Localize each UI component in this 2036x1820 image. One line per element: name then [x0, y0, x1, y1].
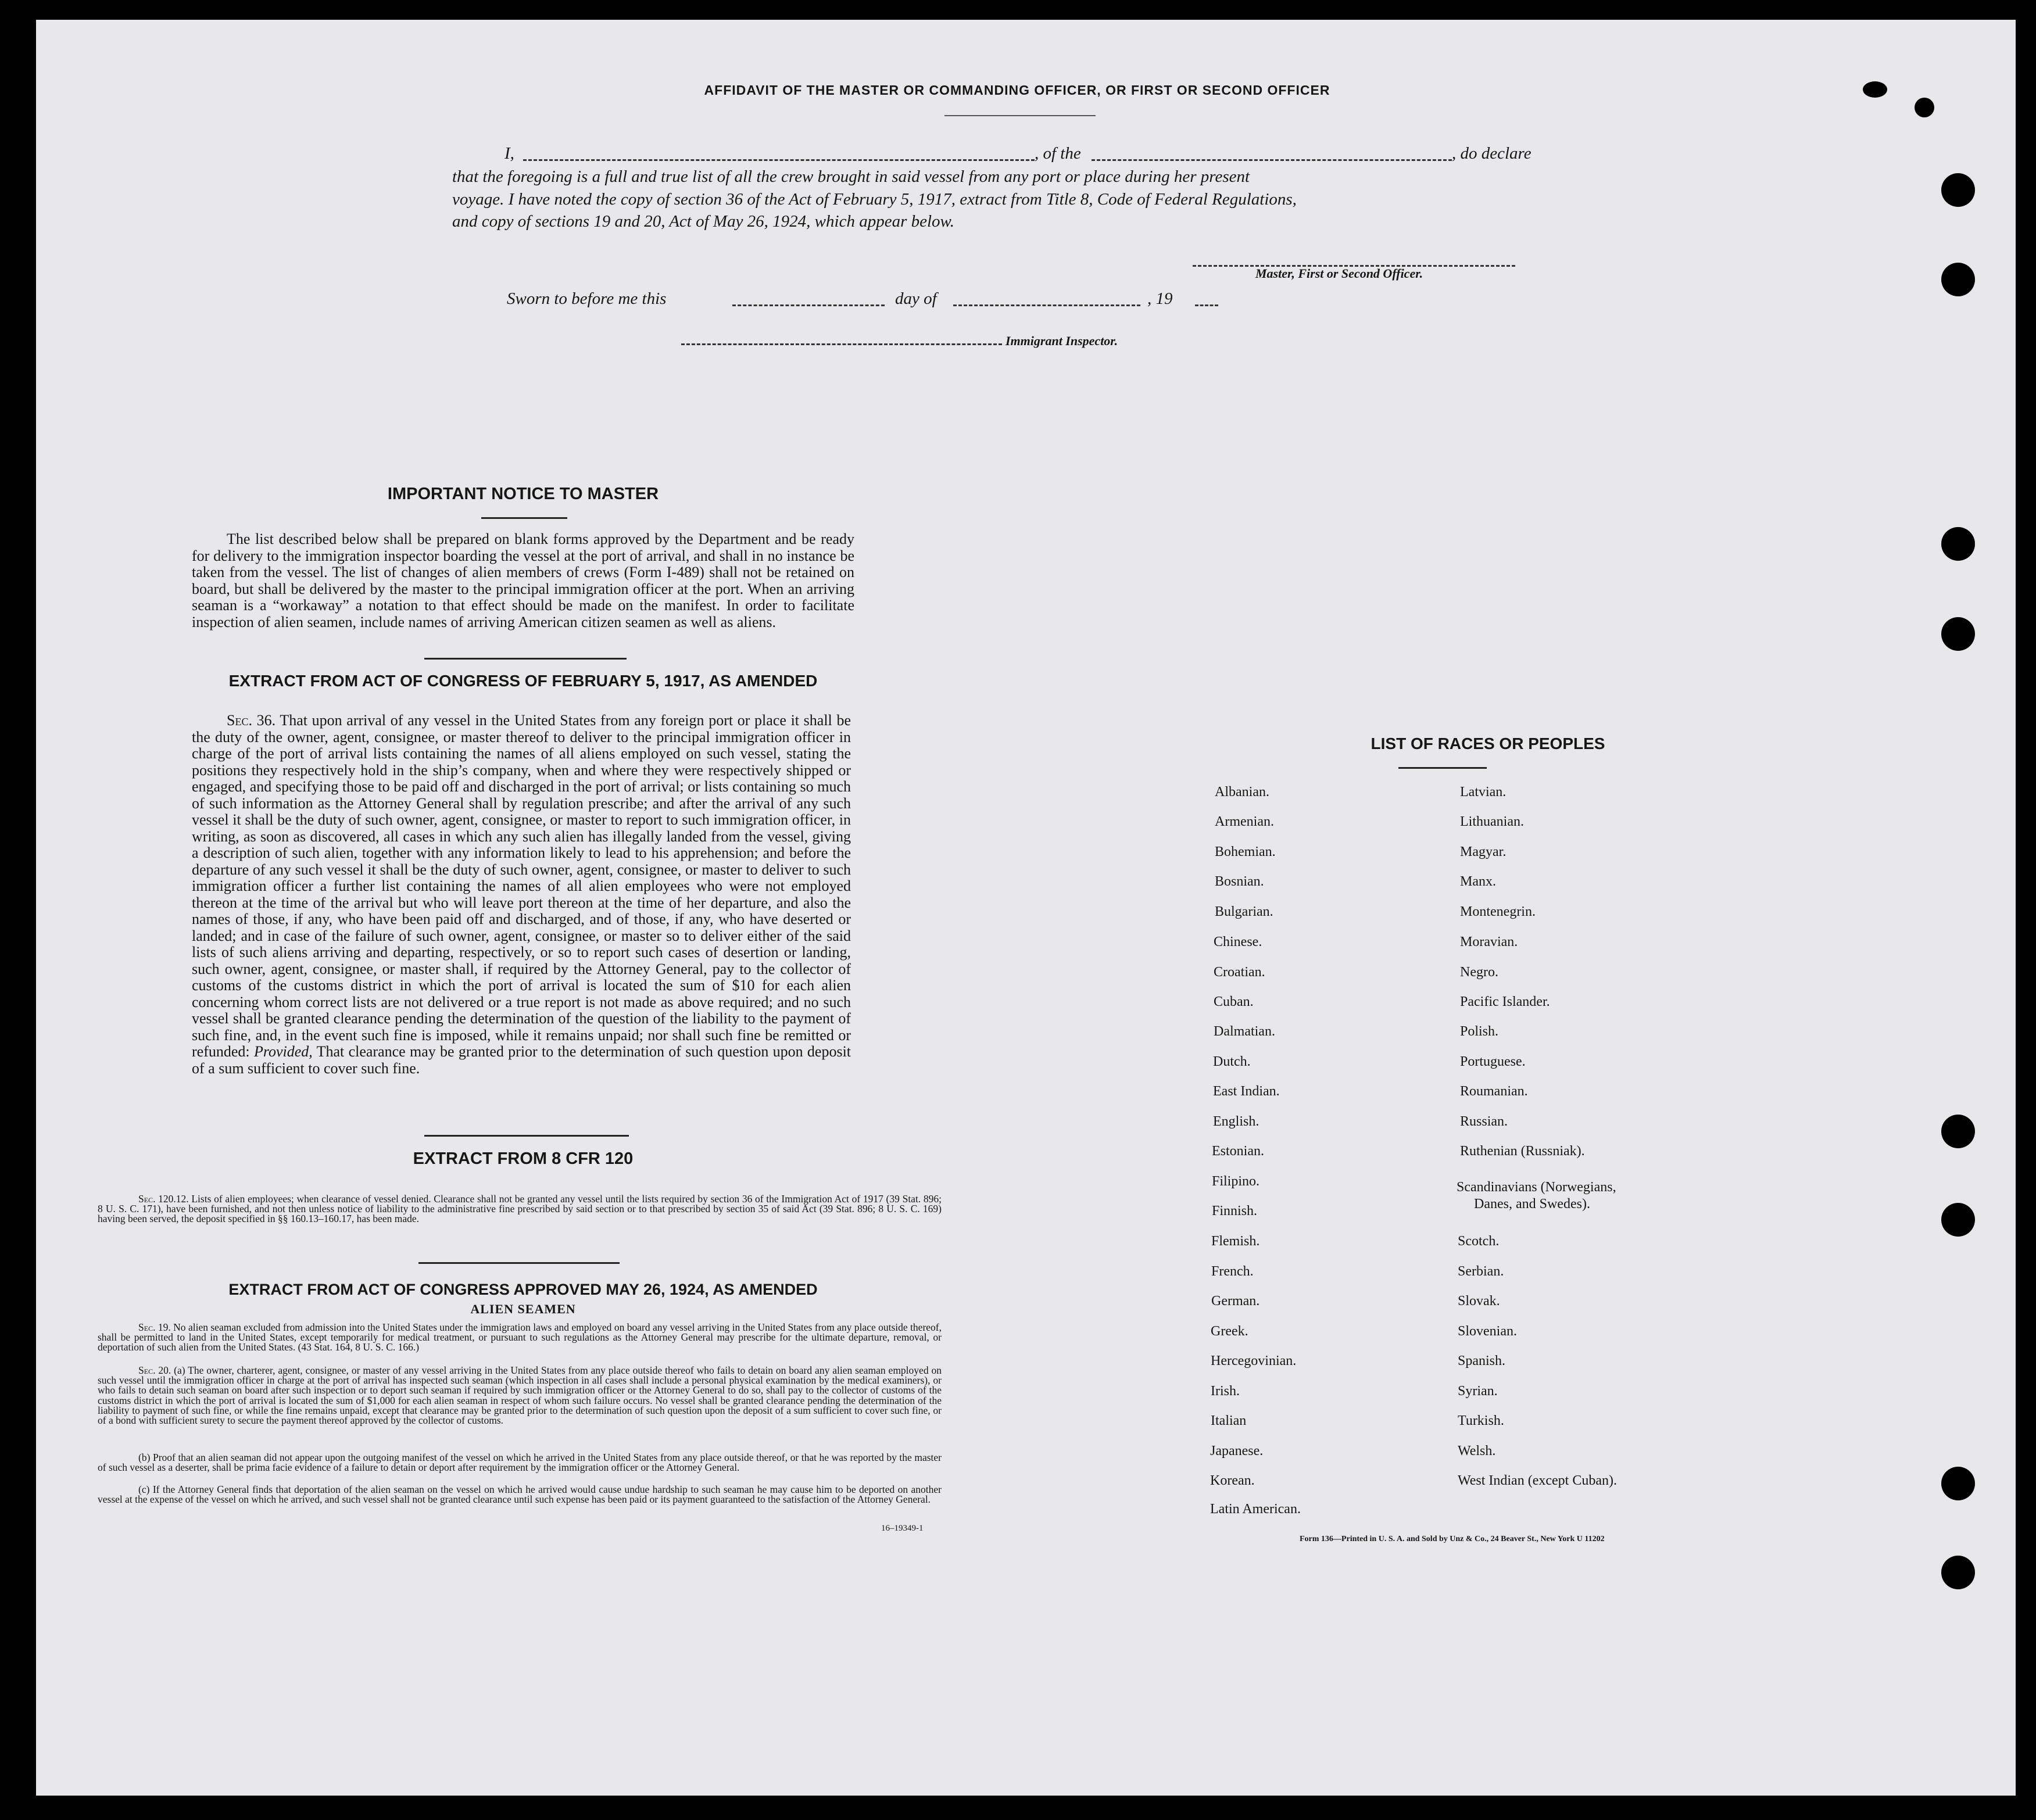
race-item: Bosnian.: [1215, 874, 1264, 889]
race-item: Japanese.: [1210, 1443, 1264, 1459]
race-item: East Indian.: [1213, 1084, 1280, 1099]
race-item: Dutch.: [1213, 1054, 1251, 1069]
act-1917-end-rule: [424, 1135, 629, 1137]
inspector-signature-blank[interactable]: [681, 343, 1002, 345]
sworn-line: [507, 289, 1233, 310]
race-item: West Indian (except Cuban).: [1458, 1473, 1617, 1488]
act-1924-sec20a-body: (a) The owner, charterer, agent, consignee, or master of any vessel arriving in the United States from any place outside thereof who fails to detain on board any alien seaman employed on such vessel until the immigration officer in charge at the port of arrival has inspected such seaman (which inspection in all cases shall include a personal physical examination by the medical examiners), or who fails to detain such seaman on board after such inspection or to deport such seaman if required by such immigration officer or the Attorney General to do so, shall pay to the collector of customs of the customs district in which the port of arrival is located the sum of $1,000 for each alien seaman in respect of whom such failure occurs. No vessel shall be granted clearance pending the determination of the liability to payment of such fine, or while the fine remains unpaid, except that clearance may be granted prior to the determination of such question upon the deposit of a sum sufficient to cover such fine, or of a bond with sufficient surety to secure the payment thereof approved by the collector of customs.: [98, 1364, 942, 1427]
cfr-text: [98, 1194, 942, 1224]
act-1924-sec19-body: No alien seaman excluded from admission into the United States under the immigration laws and employed on board any vessel arriving in the United States from any place outside thereof, shall be permitted to land in the United States, except temporarily for medical treatment, or pursuant to such regulations as the Attorney General may prescribe for the ultimate departure, removal, or deportation of such alien from the United States. (43 Stat. 164, 8 U. S. C. 166.): [98, 1321, 942, 1353]
race-item: Latvian.: [1460, 784, 1507, 800]
race-item: Estonian.: [1212, 1144, 1264, 1159]
notice-text: The list described below shall be prepared on blank forms approved by the Department and be ready for delivery to the immigration inspector boarding the vessel at the port of arrival, and shall in no instance be taken from the vessel. The list of changes of alien members of crews (Form I-489) shall not be retained on board, but shall be delivered by the master to the principal immigration officer at the port. When an arriving seaman is a “workaway” a notation to that effect should be made on the manifest. In order to facilitate inspection of alien seamen, include names of arriving American citizen seamen as well as aliens.: [192, 531, 854, 630]
act-1924-code: 16–19349-1: [881, 1524, 924, 1533]
race-item: Dalmatian.: [1214, 1024, 1275, 1039]
race-item: Chinese.: [1214, 934, 1262, 950]
race-item: Bulgarian.: [1215, 904, 1273, 919]
race-item: Ruthenian (Russniak).: [1460, 1144, 1585, 1159]
race-item: French.: [1211, 1264, 1254, 1279]
punch-hole: [1941, 1115, 1975, 1148]
affidavit-line-1: [504, 144, 1551, 165]
punch-hole: [1863, 81, 1887, 98]
declare-label: , do declare: [1452, 144, 1532, 163]
race-item: Manx.: [1460, 874, 1496, 889]
day-of-label: day of: [895, 289, 937, 308]
act-1924-title: EXTRACT FROM ACT OF CONGRESS APPROVED MAY 26, 1924, AS AMENDED: [228, 1281, 818, 1298]
sworn-year-blank[interactable]: [1195, 304, 1218, 306]
act-1917-body: That upon arrival of any vessel in the United States from any foreign port or place it shall be the duty of the owner, agent, consignee, or master thereof to deliver to the principal immigration officer in charge of the port of arrival lists containing the names of all aliens employed on such vessel, stating the positions they respectively hold in the ship’s company, when and where they were respectively shipped or engaged, and specifying those to be paid off and discharged in the port of arrival; or lists containing so much of such information as the Attorney General shall by regulation prescribe; and after the arrival of any such vessel it shall be the duty of such owner, agent, consignee, or master to report to such immigration officer, in writing, as soon as discovered, all cases in which any such alien has illegally landed from the vessel, giving a description of such alien, together with any information likely to lead to his apprehension; and before the departure of any such vessel it shall be the duty of such owner, agent, consignee, or master to deliver to such immigration officer a further list containing the names of all alien employees who were not employed thereon at the time of the arrival but who will leave port thereon at the time of her departure, and also the names of those, if any, who have been paid off and discharged, and of those, if any, who have deserted or landed; and in case of the failure of such owner, agent, consignee, or master so to deliver either of the said lists of such aliens arriving and departing, respectively, or so to report such cases of desertion or landing, such owner, agent, consignee, or master shall, if required by the Attorney General, pay to the collector of customs of the customs district in which the port of arrival is located the sum of $10 for each alien concerning whom correct lists are not delivered or a true report is not made as above required; and no such vessel shall be granted clearance pending the determination of the question of the liability to the payment of such fine, and, in the event such fine is imposed, while it remains unpaid; nor shall such fine be remitted or refunded:: [192, 712, 851, 1060]
notice-title: IMPORTANT NOTICE TO MASTER: [387, 485, 659, 503]
sworn-month-blank[interactable]: [953, 304, 1140, 306]
race-item: Slovenian.: [1458, 1324, 1517, 1339]
race-item: German.: [1211, 1294, 1260, 1309]
act-1924-sec19: [98, 1323, 942, 1353]
race-item: Pacific Islander.: [1460, 994, 1550, 1009]
punch-hole: [1941, 263, 1975, 296]
races-title-rule: [1398, 767, 1487, 769]
form-footer: Form 136—Printed in U. S. A. and Sold by Unz & Co., 24 Beaver St., New York U 11202: [1300, 1535, 1605, 1543]
punch-hole: [1941, 173, 1975, 207]
name-blank[interactable]: [523, 159, 1035, 161]
act-1924-sec20a: [98, 1366, 942, 1425]
i-label: I,: [504, 144, 514, 163]
race-item: Spanish.: [1458, 1353, 1506, 1368]
cfr-title: EXTRACT FROM 8 CFR 120: [413, 1149, 634, 1168]
inspector-caption: Immigrant Inspector.: [1006, 334, 1118, 348]
affidavit-title-rule: [944, 115, 1096, 116]
affidavit-line-3: voyage. I have noted the copy of section 36 of the Act of February 5, 1917, extract from Title 8, Code of Federal Regulations,: [452, 190, 1297, 209]
race-item: Danes, and Swedes).: [1474, 1196, 1590, 1212]
act-1917-text: [192, 712, 851, 1077]
race-item: Roumanian.: [1460, 1084, 1528, 1099]
master-caption: Master, First or Second Officer.: [1255, 266, 1423, 281]
race-item: Polish.: [1460, 1024, 1499, 1039]
race-item: Bohemian.: [1215, 844, 1276, 859]
race-item: Armenian.: [1215, 814, 1274, 829]
punch-hole: [1941, 1203, 1975, 1237]
race-item: Syrian.: [1458, 1384, 1498, 1399]
race-item: Hercegovinian.: [1211, 1353, 1297, 1368]
race-item: Flemish.: [1211, 1234, 1260, 1249]
race-item: Serbian.: [1458, 1264, 1504, 1279]
affidavit-title: AFFIDAVIT OF THE MASTER OR COMMANDING OFFICER, OR FIRST OR SECOND OFFICER: [704, 83, 1330, 98]
race-item: Welsh.: [1458, 1443, 1496, 1459]
cfr-body: Lists of alien employees; when clearance of vessel denied. Clearance shall not be granted any vessel until the lists required by section 36 of the Immigration Act of 1917 (39 Stat. 896; 8 U. S. C. 171), have been furnished, and not then unless notice of liability to the administrative fine prescribed by said section or to that prescribed by section 35 of said Act (39 Stat. 896; 8 U. S. C. 169) having been served, the deposit specified in §§ 160.13–160.17, has been made.: [98, 1193, 942, 1225]
race-item: Croatian.: [1214, 965, 1265, 980]
race-item: Montenegrin.: [1460, 904, 1536, 919]
race-item: Lithuanian.: [1460, 814, 1524, 829]
act-1917-provided: Provided,: [253, 1043, 313, 1060]
notice-title-rule: [481, 517, 567, 519]
act-1924-sec20c: (c) If the Attorney General finds that deportation of the alien seaman on the vessel on which he arrived would cause undue hardship to such seaman he may cause him to be deported on another vessel at the expense of the vessel on which he arrived, and such vessel shall not be granted clearance until such expense has been paid or its payment guaranteed to the satisfaction of the Attorney General.: [98, 1484, 942, 1506]
race-item: Finnish.: [1212, 1203, 1258, 1219]
race-item: Negro.: [1460, 965, 1498, 980]
race-item: Russian.: [1460, 1114, 1508, 1129]
of-the-label: , of the: [1035, 144, 1081, 163]
punch-hole: [1941, 1467, 1975, 1500]
race-item: Cuban.: [1214, 994, 1254, 1009]
act-1924-sec20b: (b) Proof that an alien seaman did not appear upon the outgoing manifest of the vessel on which he arrived in the United States from any place outside thereof, or that he was reported by the master of such vessel as a deserter, shall be prima facie evidence of a failure to detain or deport after requirement by the immigration officer or the Attorney General.: [98, 1452, 942, 1474]
race-item: Moravian.: [1460, 934, 1518, 950]
sworn-label: Sworn to before me this: [507, 289, 667, 308]
cfr-sec-label: Sec. 120.12.: [138, 1193, 189, 1205]
act-1924-sec20-label: Sec. 20.: [138, 1364, 171, 1376]
act-1924-subtitle: ALIEN SEAMEN: [470, 1302, 576, 1316]
cfr-end-rule: [418, 1262, 620, 1264]
affidavit-line-2: that the foregoing is a full and true list of all the crew brought in said vessel from any port or place during her present: [452, 167, 1250, 186]
punch-hole: [1941, 1556, 1975, 1589]
race-item: Turkish.: [1458, 1413, 1504, 1428]
race-item: English.: [1213, 1114, 1259, 1129]
race-item: Korean.: [1210, 1473, 1255, 1488]
race-item: Portuguese.: [1460, 1054, 1526, 1069]
act-1917-title: EXTRACT FROM ACT OF CONGRESS OF FEBRUARY 5, 1917, AS AMENDED: [228, 672, 818, 690]
affidavit-line-4: and copy of sections 19 and 20, Act of May 26, 1924, which appear below.: [452, 212, 954, 231]
act-1924-sec19-label: Sec. 19.: [138, 1321, 171, 1333]
race-item: Greek.: [1211, 1324, 1248, 1339]
races-title: LIST OF RACES OR PEOPLES: [1371, 735, 1605, 753]
vessel-blank[interactable]: [1092, 159, 1452, 161]
race-item: Slovak.: [1458, 1294, 1500, 1309]
race-item: Filipino.: [1212, 1174, 1260, 1189]
act-1917-sec-label: Sec. 36.: [227, 712, 276, 729]
race-item: Magyar.: [1460, 844, 1507, 859]
race-item: Scandinavians (Norwegians,: [1457, 1180, 1616, 1195]
race-item: Scotch.: [1458, 1234, 1500, 1249]
race-item: Albanian.: [1215, 784, 1269, 800]
notice-end-rule: [424, 658, 627, 660]
punch-hole: [1941, 527, 1975, 561]
race-item: Latin American.: [1210, 1502, 1301, 1517]
punch-hole: [1941, 617, 1975, 651]
act-1917-body-end: That clearance may be granted prior to the determination of such question upon deposit of a sum sufficient to cover such fine.: [192, 1043, 851, 1077]
race-item: Irish.: [1211, 1384, 1240, 1399]
sworn-day-blank[interactable]: [732, 304, 885, 306]
race-item: Italian: [1211, 1413, 1247, 1428]
punch-hole: [1915, 98, 1934, 117]
year-label: , 19: [1147, 289, 1173, 308]
